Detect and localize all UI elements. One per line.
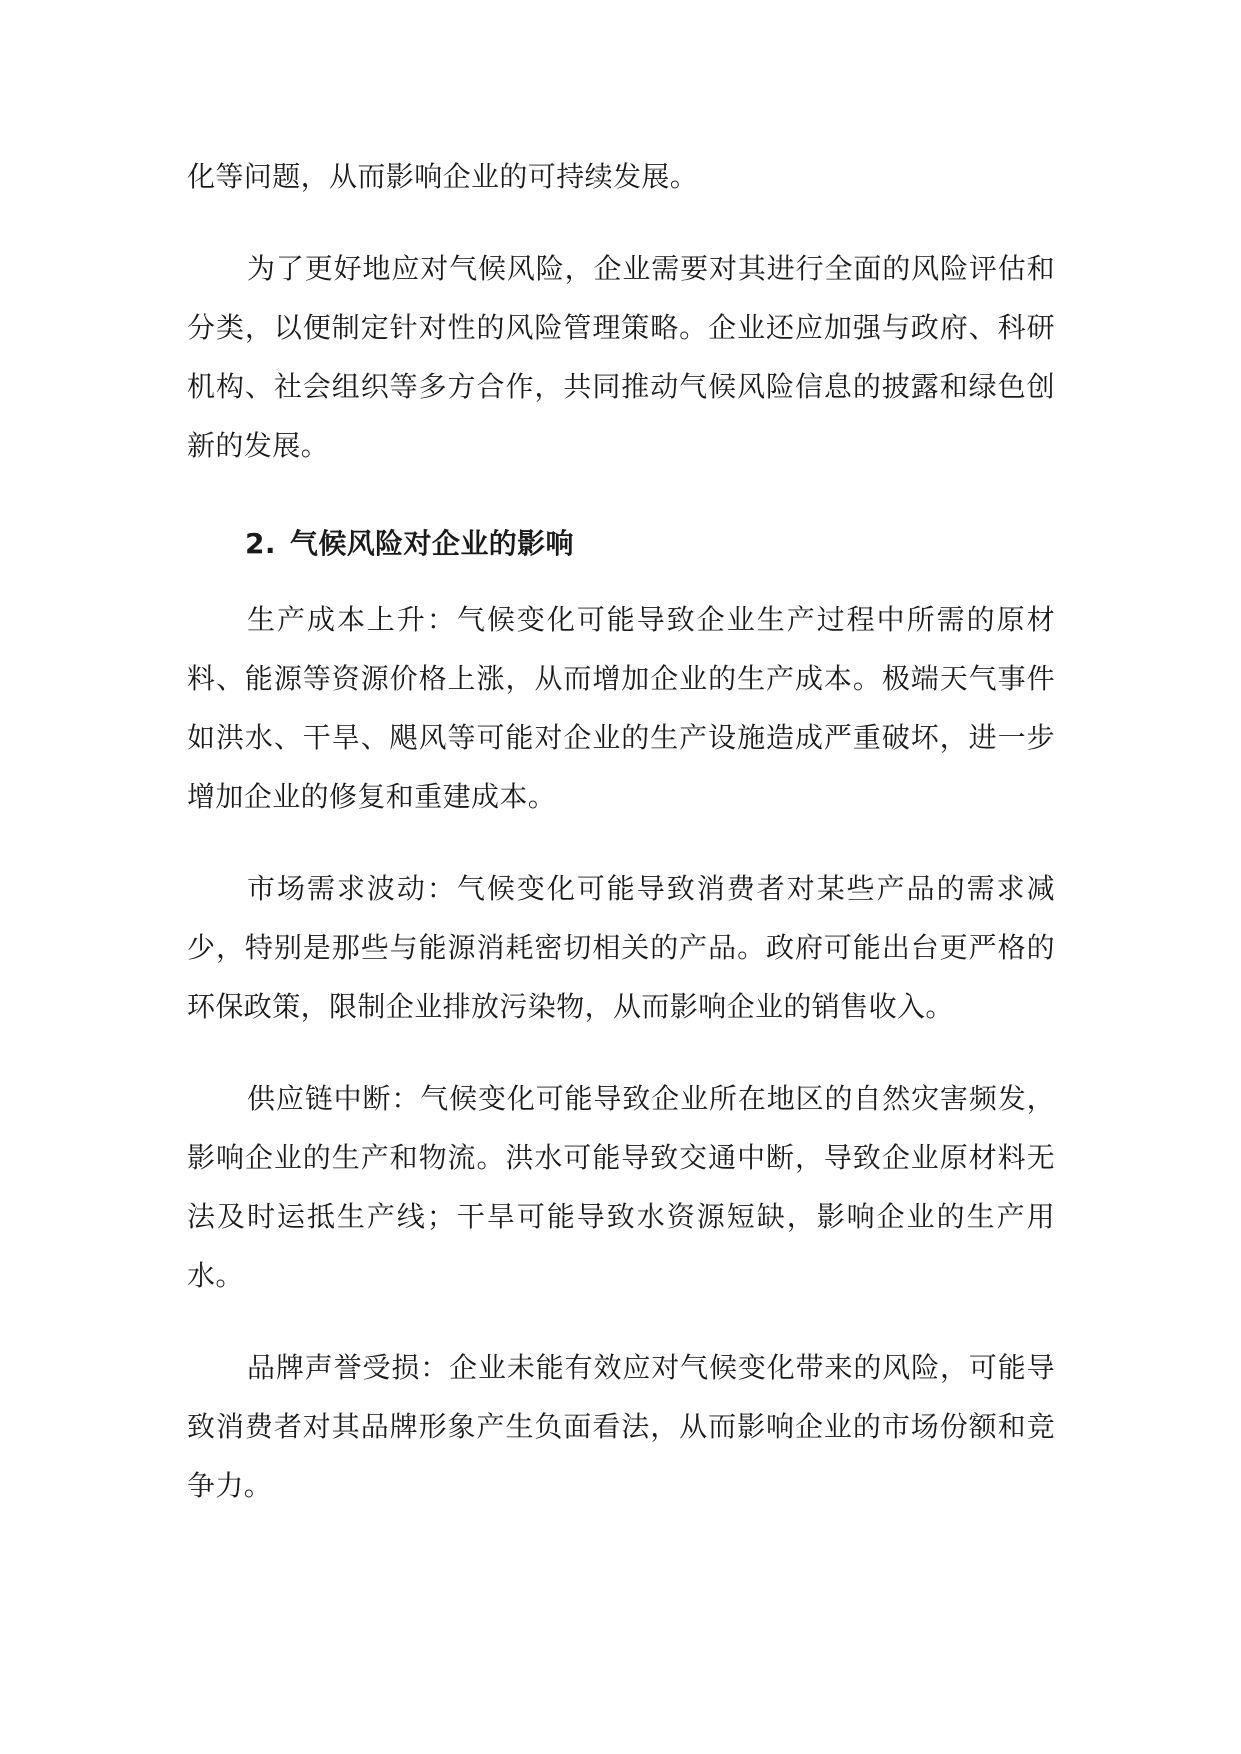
paragraph-continuation: 化等问题，从而影响企业的可持续发展。	[187, 160, 699, 193]
document-body	[187, 147, 1055, 1548]
paragraph-risk-assessment: 为了更好地应对气候风险，企业需要对其进行全面的风险评估和分类，以便制定针对性的风险管理策略。企业还应加强与政府、科研机构、社会组织等多方合作，共同推动气候风险信息的披露和绿色创新的发展。	[187, 252, 1055, 462]
paragraph-production-cost: 生产成本上升：气候变化可能导致企业生产过程中所需的原材料、能源等资源价格上涨，从而增加企业的生产成本。极端天气事件如洪水、干旱、飓风等可能对企业的生产设施造成严重破坏，进一步增加企业的修复和重建成本。	[187, 603, 1055, 813]
paragraph-supply-chain: 供应链中断：气候变化可能导致企业所在地区的自然灾害频发，影响企业的生产和物流。洪水可能导致交通中断，导致企业原材料无法及时运抵生产线；干旱可能导致水资源短缺，影响企业的生产用水。	[187, 1082, 1055, 1292]
paragraph-market-demand: 市场需求波动：气候变化可能导致消费者对某些产品的需求减少，特别是那些与能源消耗密切相关的产品。政府可能出台更严格的环保政策，限制企业排放污染物，从而影响企业的销售收入。	[187, 872, 1055, 1023]
paragraph-brand-reputation: 品牌声誉受损：企业未能有效应对气候变化带来的风险，可能导致消费者对其品牌形象产生负面看法，从而影响企业的市场份额和竞争力。	[187, 1351, 1055, 1502]
section-heading	[187, 514, 1055, 573]
section-number: 2.	[245, 527, 276, 560]
section-title: 气候风险对企业的影响	[289, 527, 574, 560]
